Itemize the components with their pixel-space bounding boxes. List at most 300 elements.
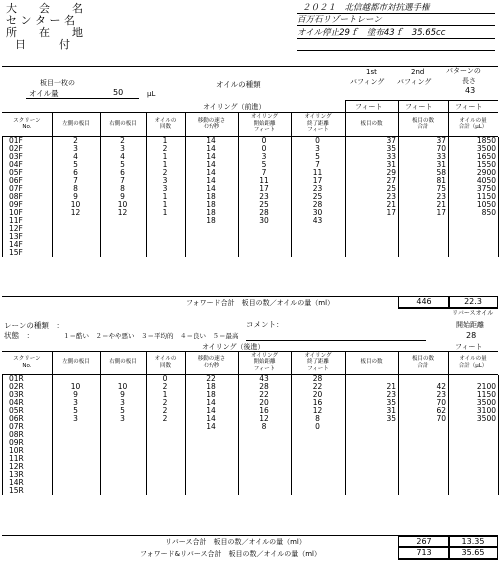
table-cell	[147, 225, 186, 233]
table-cell: 09R	[3, 439, 53, 447]
table-cell	[449, 447, 499, 455]
table-cell	[53, 217, 101, 225]
table-cell: 03R	[3, 391, 53, 399]
table-cell: 9	[101, 193, 147, 201]
reverse-start-value: 28	[466, 331, 477, 340]
table-cell: 31	[399, 161, 449, 169]
table-cell: 12R	[3, 463, 53, 471]
column-header: 板目の数 合計	[411, 356, 434, 369]
table-cell: 06F	[3, 177, 53, 185]
table-cell: 14	[186, 137, 239, 145]
table-row	[3, 431, 499, 439]
label-tournament: 大 会 名	[6, 2, 83, 15]
forward-total-oil: 22.3	[448, 296, 498, 309]
table-cell	[449, 217, 499, 225]
table-cell	[101, 447, 147, 455]
table-cell	[186, 455, 239, 463]
oil-type-label: オイルの種類	[216, 80, 261, 89]
table-row	[3, 201, 499, 209]
table-cell: 14	[186, 177, 239, 185]
grand-total-label: フォワード&リバース合計 板目の数／オイルの量（ml）	[140, 550, 321, 558]
table-cell: 13R	[3, 471, 53, 479]
table-cell: 4050	[449, 177, 499, 185]
table-cell: 14	[186, 161, 239, 169]
table-cell: 10	[53, 201, 101, 209]
table-cell: 15R	[3, 487, 53, 495]
table-cell: 25	[292, 193, 346, 201]
buff2-label: 2nd	[411, 68, 425, 76]
oil-amount-value: 50	[113, 88, 124, 97]
reverse-direction-label: オイリング（後進）	[202, 343, 265, 351]
board-label: 板目一枚の	[40, 79, 75, 87]
table-cell: 10R	[3, 447, 53, 455]
table-cell: 23	[292, 185, 346, 193]
buff1-label: 1st	[366, 68, 377, 76]
table-row	[3, 241, 499, 249]
table-cell: 2100	[449, 383, 499, 391]
reverse-total-label: リバース合計 板目の数／オイルの量（ml）	[165, 538, 306, 546]
column-header: 左側の板目	[62, 120, 90, 127]
comment-label: コメント：	[246, 320, 284, 329]
table-row	[3, 479, 499, 487]
column-header: 移動の速さ ｲﾝﾁ/秒	[197, 356, 226, 369]
label-date: 日 付	[15, 38, 70, 51]
table-cell	[399, 249, 449, 257]
table-row	[3, 383, 499, 391]
forward-total-label: フォワード合計 板目の数／オイルの量（ml）	[186, 299, 335, 307]
table-cell: 3	[292, 145, 346, 153]
table-cell	[101, 375, 147, 383]
table-cell: 05F	[3, 169, 53, 177]
table-cell: 7	[292, 161, 346, 169]
table-cell	[186, 241, 239, 249]
table-cell: 02F	[3, 145, 53, 153]
table-cell: 0	[239, 145, 292, 153]
table-cell: 14	[186, 185, 239, 193]
table-cell	[292, 463, 346, 471]
reverse-start-label: リバースオイル	[452, 310, 494, 317]
tournament-name: ２０２１ 北信越都市対抗選手権	[302, 3, 430, 13]
table-cell	[346, 471, 399, 479]
table-cell: 27	[346, 177, 399, 185]
table-cell: 12F	[3, 225, 53, 233]
feet-1: フィート	[355, 103, 383, 111]
table-cell: 02R	[3, 383, 53, 391]
table-cell	[101, 423, 147, 431]
table-cell: 6	[101, 169, 147, 177]
table-cell: 18	[186, 391, 239, 399]
table-cell: 2	[147, 145, 186, 153]
table-cell	[346, 431, 399, 439]
table-cell	[101, 217, 147, 225]
table-row	[3, 391, 499, 399]
forward-total-boards: 446	[398, 296, 450, 309]
grand-total-boards: 713	[398, 547, 450, 560]
table-cell	[147, 423, 186, 431]
column-header: オイルの 回数	[154, 356, 177, 369]
table-cell	[239, 241, 292, 249]
table-row	[3, 169, 499, 177]
table-row	[3, 463, 499, 471]
table-cell: 30	[292, 209, 346, 217]
table-cell: 5	[101, 161, 147, 169]
reverse-total-oil: 13.35	[448, 536, 498, 547]
grand-total-oil: 35.65	[448, 547, 498, 560]
table-row	[3, 137, 499, 145]
table-cell: 28	[239, 209, 292, 217]
table-cell: 2	[147, 399, 186, 407]
table-cell: 28	[292, 375, 346, 383]
table-cell: 28	[239, 383, 292, 391]
table-cell	[292, 471, 346, 479]
column-header: オイリング 終了距離 フィート	[304, 352, 332, 372]
table-row	[3, 455, 499, 463]
table-cell	[53, 487, 101, 495]
table-row	[3, 177, 499, 185]
table-cell: 0	[292, 423, 346, 431]
table-cell	[53, 455, 101, 463]
table-cell	[53, 431, 101, 439]
table-cell: 18	[186, 217, 239, 225]
table-row	[3, 209, 499, 217]
table-cell	[346, 455, 399, 463]
table-cell: 2900	[449, 169, 499, 177]
table-row	[3, 145, 499, 153]
table-cell: 12	[292, 407, 346, 415]
table-cell	[346, 375, 399, 383]
table-cell	[147, 487, 186, 495]
table-cell: 20	[239, 399, 292, 407]
table-cell: 8	[53, 185, 101, 193]
table-cell: 1150	[449, 391, 499, 399]
table-cell: 1	[147, 193, 186, 201]
table-cell: 16	[239, 407, 292, 415]
column-header: オイルの量 合計（μL）	[458, 117, 488, 130]
table-cell	[101, 455, 147, 463]
table-cell: 09F	[3, 201, 53, 209]
table-cell: 43	[239, 375, 292, 383]
table-cell: 3	[53, 415, 101, 423]
table-cell	[239, 487, 292, 495]
table-cell: 70	[399, 415, 449, 423]
table-cell	[239, 431, 292, 439]
table-cell	[101, 431, 147, 439]
table-cell	[147, 455, 186, 463]
table-cell: 31	[346, 161, 399, 169]
table-cell: 2	[53, 137, 101, 145]
table-cell: 10	[101, 201, 147, 209]
column-header: オイルの量 合計（μL）	[458, 356, 488, 369]
table-cell: 3750	[449, 185, 499, 193]
column-header: 右側の板目	[109, 120, 137, 127]
table-cell	[399, 471, 449, 479]
table-cell	[53, 463, 101, 471]
table-cell	[53, 423, 101, 431]
table-cell	[186, 479, 239, 487]
table-cell	[239, 439, 292, 447]
reverse-start-label2: 開始距離	[456, 321, 484, 329]
table-cell: 23	[346, 193, 399, 201]
table-cell: 14	[186, 153, 239, 161]
table-cell: 25	[239, 201, 292, 209]
table-cell: 23	[346, 391, 399, 399]
table-cell	[449, 455, 499, 463]
table-cell: 06R	[3, 415, 53, 423]
table-cell	[53, 249, 101, 257]
table-cell	[449, 487, 499, 495]
table-cell: 3	[239, 153, 292, 161]
table-cell: 43	[292, 217, 346, 225]
table-cell: 5	[53, 161, 101, 169]
table-cell	[449, 471, 499, 479]
table-cell: 3	[101, 399, 147, 407]
table-cell: 14	[186, 407, 239, 415]
table-cell: 75	[399, 185, 449, 193]
table-cell: 2	[101, 137, 147, 145]
table-cell: 08R	[3, 431, 53, 439]
table-cell: 5	[292, 153, 346, 161]
table-cell	[101, 463, 147, 471]
table-cell	[239, 225, 292, 233]
table-cell: 6	[53, 169, 101, 177]
table-cell: 0	[239, 137, 292, 145]
table-cell: 07R	[3, 423, 53, 431]
table-cell	[449, 375, 499, 383]
table-cell: 01F	[3, 137, 53, 145]
table-cell: 18	[186, 201, 239, 209]
table-cell	[399, 455, 449, 463]
table-cell: 18	[186, 209, 239, 217]
table-cell: 1	[147, 209, 186, 217]
table-row	[3, 375, 499, 383]
table-cell: 01R	[3, 375, 53, 383]
table-row	[3, 225, 499, 233]
table-cell: 21	[346, 201, 399, 209]
table-row	[3, 399, 499, 407]
table-cell: 17	[239, 185, 292, 193]
table-cell: 1850	[449, 137, 499, 145]
table-cell: 1	[147, 153, 186, 161]
table-cell: 11	[292, 169, 346, 177]
table-cell: 9	[53, 391, 101, 399]
table-cell	[399, 463, 449, 471]
column-header: 板目の数	[360, 359, 383, 366]
table-cell: 8	[292, 415, 346, 423]
table-cell: 17	[346, 209, 399, 217]
table-cell: 3	[147, 177, 186, 185]
table-cell: 14	[186, 399, 239, 407]
table-cell: 08F	[3, 193, 53, 201]
table-cell: 17	[399, 209, 449, 217]
table-cell	[346, 447, 399, 455]
table-cell: 14	[186, 423, 239, 431]
table-cell	[449, 225, 499, 233]
table-row	[3, 161, 499, 169]
table-cell: 4	[53, 153, 101, 161]
table-cell: 1	[147, 161, 186, 169]
table-row	[3, 249, 499, 257]
table-cell: 3500	[449, 415, 499, 423]
table-cell	[292, 479, 346, 487]
table-cell	[292, 439, 346, 447]
table-cell: 7	[53, 177, 101, 185]
table-cell	[292, 455, 346, 463]
table-cell: 25	[346, 185, 399, 193]
table-cell: 3	[101, 145, 147, 153]
table-cell	[147, 471, 186, 479]
table-cell: 11	[239, 177, 292, 185]
table-cell	[239, 471, 292, 479]
table-cell	[399, 217, 449, 225]
table-cell	[346, 241, 399, 249]
table-row	[3, 153, 499, 161]
table-cell: 9	[101, 391, 147, 399]
table-cell	[399, 439, 449, 447]
table-cell	[399, 479, 449, 487]
table-cell: 31	[346, 407, 399, 415]
column-header: 移動の速さ ｲﾝﾁ/秒	[197, 117, 226, 130]
table-cell: 14	[186, 145, 239, 153]
table-cell	[186, 233, 239, 241]
table-cell	[53, 233, 101, 241]
table-cell	[346, 249, 399, 257]
buff2-sub: バフィング	[397, 78, 432, 86]
table-cell: 10F	[3, 209, 53, 217]
column-header: 板目の数	[360, 120, 383, 127]
table-cell	[239, 455, 292, 463]
table-cell: 35	[346, 399, 399, 407]
table-cell: 12	[101, 209, 147, 217]
table-cell: 3100	[449, 407, 499, 415]
table-cell	[147, 249, 186, 257]
table-cell	[292, 233, 346, 241]
table-cell: 11F	[3, 217, 53, 225]
table-cell: 28	[292, 201, 346, 209]
table-cell: 8	[239, 423, 292, 431]
table-cell: 37	[346, 137, 399, 145]
table-cell: 42	[399, 383, 449, 391]
column-header: スクリーン No.	[13, 117, 41, 130]
table-cell	[53, 479, 101, 487]
table-cell	[239, 479, 292, 487]
table-cell	[449, 439, 499, 447]
table-cell: 850	[449, 209, 499, 217]
buff1-sub: バフィング	[350, 78, 385, 86]
table-cell	[147, 479, 186, 487]
table-cell: 05R	[3, 407, 53, 415]
table-cell: 18	[186, 193, 239, 201]
table-cell: 13F	[3, 233, 53, 241]
table-row	[3, 439, 499, 447]
center-name: 百万石リゾートレーン	[297, 15, 382, 25]
table-cell: 33	[346, 153, 399, 161]
table-cell	[399, 487, 449, 495]
table-cell: 2	[147, 415, 186, 423]
table-cell: 5	[53, 407, 101, 415]
table-cell: 30	[239, 217, 292, 225]
table-cell: 8	[101, 185, 147, 193]
table-cell: 4	[101, 153, 147, 161]
table-cell: 11R	[3, 455, 53, 463]
column-header: スクリーン No.	[13, 356, 41, 369]
table-cell	[53, 241, 101, 249]
table-cell	[346, 479, 399, 487]
column-header: オイリング 開始距離 フィート	[250, 114, 279, 134]
table-cell: 1	[147, 201, 186, 209]
table-row	[3, 471, 499, 479]
table-cell	[449, 241, 499, 249]
table-cell: 3500	[449, 145, 499, 153]
table-cell: 29	[346, 169, 399, 177]
table-cell	[292, 249, 346, 257]
table-cell: 22	[239, 391, 292, 399]
table-cell: 22	[292, 383, 346, 391]
table-cell: 21	[346, 383, 399, 391]
table-cell: 15F	[3, 249, 53, 257]
table-cell: 18	[186, 383, 239, 391]
table-cell: 2	[147, 407, 186, 415]
feet-3: フィート	[455, 103, 483, 111]
table-cell: 12	[239, 415, 292, 423]
table-cell	[147, 233, 186, 241]
table-cell	[292, 487, 346, 495]
table-cell: 5	[239, 161, 292, 169]
reverse-table	[2, 375, 499, 495]
table-cell	[186, 463, 239, 471]
table-cell	[53, 375, 101, 383]
table-cell: 33	[399, 153, 449, 161]
table-cell	[399, 375, 449, 383]
table-cell	[186, 249, 239, 257]
table-cell: 70	[399, 145, 449, 153]
table-cell	[101, 479, 147, 487]
lane-type-label: レーンの種類 ：	[4, 321, 64, 330]
forward-direction-label: オイリング（前進）	[203, 103, 266, 111]
table-cell	[292, 241, 346, 249]
table-cell: 3	[101, 415, 147, 423]
table-cell	[399, 241, 449, 249]
reverse-start-feet: フィート	[455, 343, 483, 351]
table-cell: 1	[147, 391, 186, 399]
reverse-total-boards: 267	[398, 536, 450, 547]
table-cell: 7	[101, 177, 147, 185]
table-cell	[239, 249, 292, 257]
table-cell: 2	[147, 169, 186, 177]
table-cell: 3	[53, 145, 101, 153]
column-header: 左側の板目	[62, 359, 90, 366]
pattern-length-label2: 長さ	[462, 77, 476, 85]
table-cell: 35	[346, 145, 399, 153]
table-cell: 3	[53, 399, 101, 407]
table-row	[3, 447, 499, 455]
table-cell	[346, 233, 399, 241]
table-cell: 20	[292, 391, 346, 399]
table-cell	[239, 447, 292, 455]
table-cell	[449, 233, 499, 241]
table-cell	[101, 241, 147, 249]
lane-state-scale: １＝酷い ２＝やや悪い ３＝平均的 ４＝良い ５＝最高	[63, 332, 239, 340]
table-cell	[147, 447, 186, 455]
table-cell: 23	[399, 391, 449, 399]
table-cell: 7	[239, 169, 292, 177]
column-header: 右側の板目	[109, 359, 137, 366]
table-cell: 14	[186, 169, 239, 177]
table-cell	[346, 217, 399, 225]
table-cell: 0	[147, 375, 186, 383]
table-cell	[239, 233, 292, 241]
table-cell	[346, 225, 399, 233]
table-cell	[186, 431, 239, 439]
